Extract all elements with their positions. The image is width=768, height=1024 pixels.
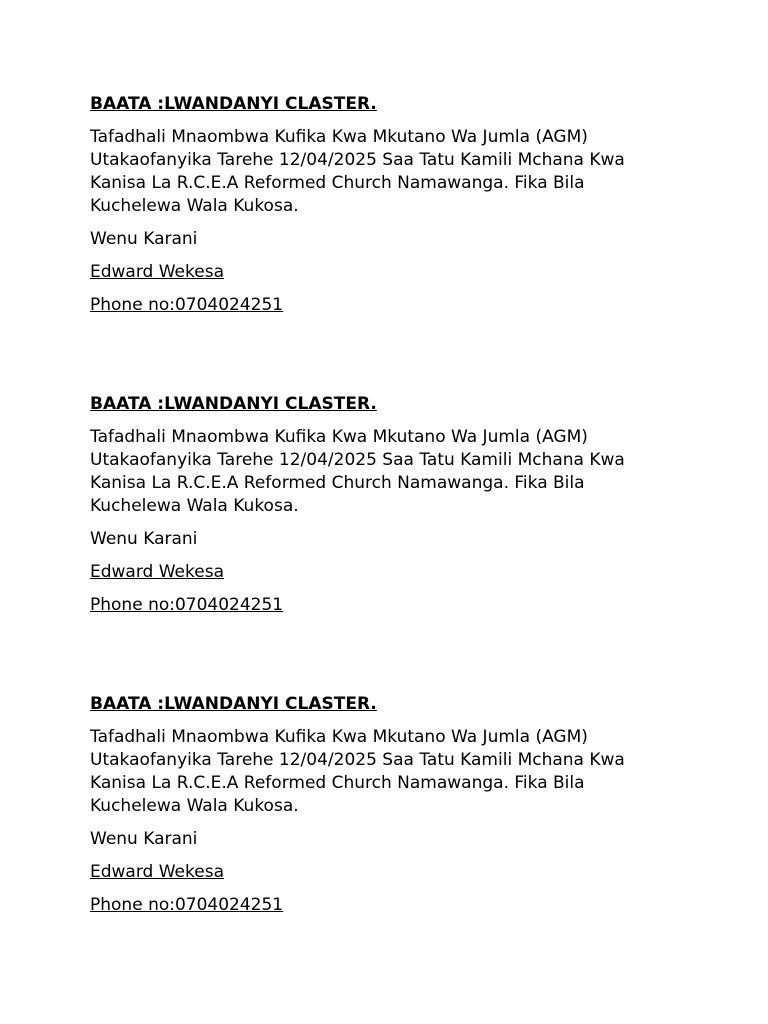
phone-number: Phone no:0704024251: [90, 595, 284, 615]
notice-body: Tafadhali Mnaombwa Kufika Kwa Mkutano Wa Jumla (AGM) Utakaofanyika Tarehe 12/04/2025 Saa Tatu Kamili Mchana Kwa Kanisa La R.C.E.A Reformed Church Namawanga. Fika Bila Kuchelewa Wala Kukosa.: [90, 427, 625, 516]
notice-greeting: Wenu Karani: [90, 529, 198, 549]
notice-title: BAATA :LWANDANYI CLASTER.: [90, 694, 377, 714]
notice-body: Tafadhali Mnaombwa Kufika Kwa Mkutano Wa Jumla (AGM) Utakaofanyika Tarehe 12/04/2025 Saa Tatu Kamili Mchana Kwa Kanisa La R.C.E.A Reformed Church Namawanga. Fika Bila Kuchelewa Wala Kukosa.: [90, 127, 625, 216]
notice-body: Tafadhali Mnaombwa Kufika Kwa Mkutano Wa Jumla (AGM) Utakaofanyika Tarehe 12/04/2025 Saa Tatu Kamili Mchana Kwa Kanisa La R.C.E.A Reformed Church Namawanga. Fika Bila Kuchelewa Wala Kukosa.: [90, 727, 625, 816]
notice-title: BAATA :LWANDANYI CLASTER.: [90, 94, 377, 114]
secretary-name: Edward Wekesa: [90, 562, 224, 582]
notice-greeting: Wenu Karani: [90, 829, 198, 849]
notice-block-1: [90, 93, 680, 317]
phone-number: Phone no:0704024251: [90, 895, 284, 915]
secretary-name: Edward Wekesa: [90, 862, 224, 882]
secretary-name: Edward Wekesa: [90, 262, 224, 282]
notice-block-3: [90, 693, 680, 917]
notice-greeting: Wenu Karani: [90, 229, 198, 249]
notice-title: BAATA :LWANDANYI CLASTER.: [90, 394, 377, 414]
notice-block-2: [90, 393, 680, 617]
phone-number: Phone no:0704024251: [90, 295, 284, 315]
